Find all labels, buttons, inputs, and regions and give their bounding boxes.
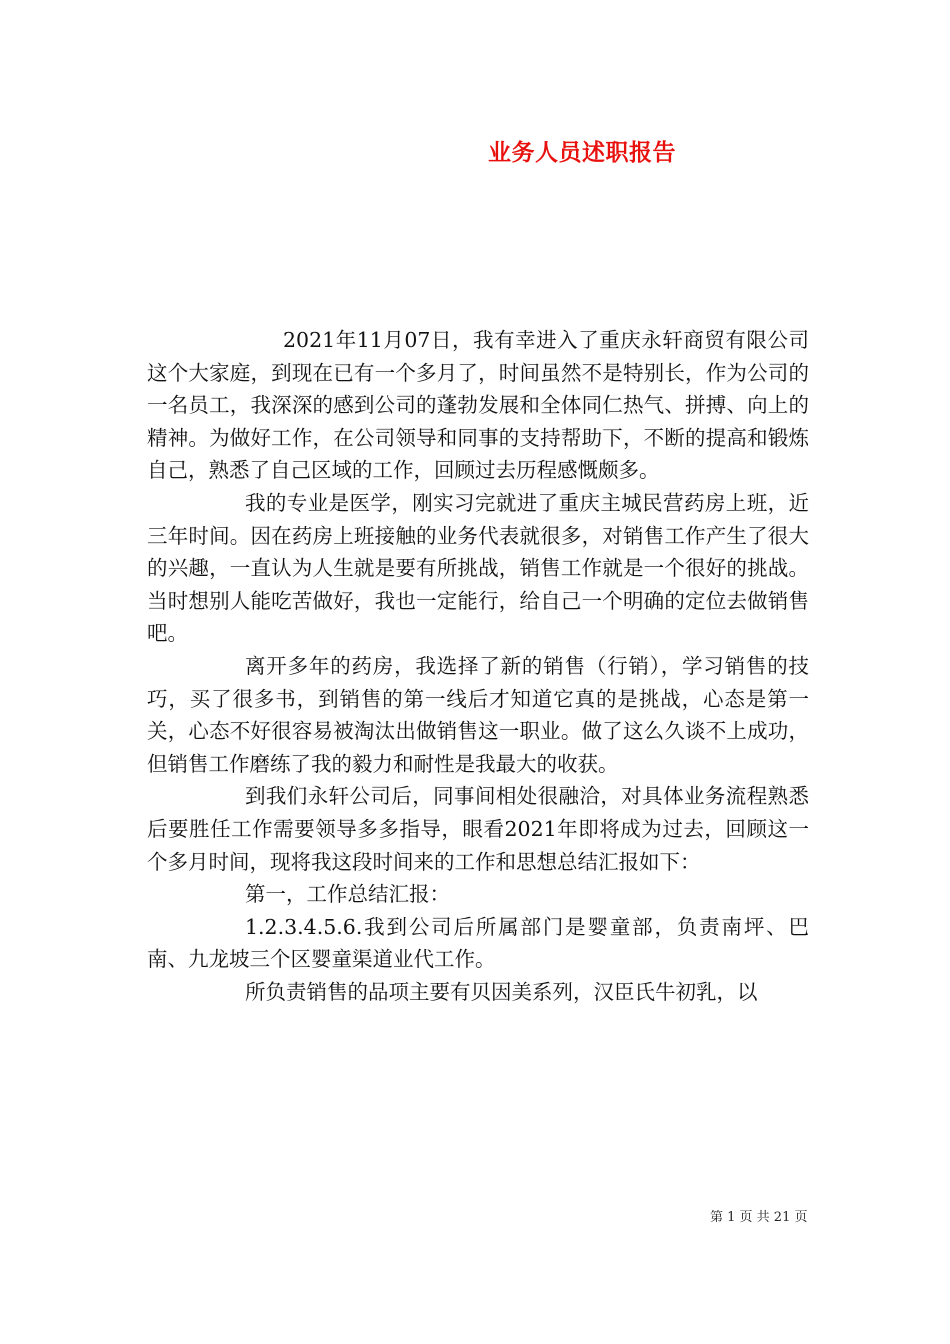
document-title: 业务人员述职报告: [488, 139, 676, 166]
paragraph-background: 我的专业是医学，刚实习完就进了重庆主城民营药房上班，近三年时间。因在药房上班接触的业务代表就很多，对销售工作产生了很大的兴趣，一直认为人生就是要有所挑战，销售工作就是一个很好的挑战。当时想别人能吃苦做好，我也一定能行，给自己一个明确的定位去做销售吧。: [147, 490, 809, 646]
paragraph-department: 1.2.3.4.5.6.我到公司后所属部门是婴童部，负责南坪、巴南、九龙坡三个区婴童渠道业代工作。: [147, 914, 809, 972]
paragraph-sales-experience: 离开多年的药房，我选择了新的销售（行销），学习销售的技巧，买了很多书，到销售的第一线后才知道它真的是挑战，心态是第一关，心态不好很容易被淘汰出做销售这一职业。做了这么久谈不上成功，但销售工作磨练了我的毅力和耐性是我最大的收获。: [147, 653, 809, 776]
paragraph-intro: 2021年11月07日，我有幸进入了重庆永轩商贸有限公司这个大家庭，到现在已有一个多月了，时间虽然不是特别长，作为公司的一名员工，我深深的感到公司的蓬勃发展和全体同仁热气、拼搏、向上的精神。为做好工作，在公司领导和同事的支持帮助下，不断的提高和锻炼自己，熟悉了自己区域的工作，回顾过去历程感慨颇多。: [147, 328, 809, 483]
paragraph-company: 到我们永轩公司后，同事间相处很融洽，对具体业务流程熟悉后要胜任工作需要领导多多指导，眼看2021年即将成为过去，回顾这一个多月时间，现将我这段时间来的工作和思想总结汇报如下：: [147, 784, 809, 874]
paragraph-products: 所负责销售的品项主要有贝因美系列，汉臣氏牛初乳，以: [245, 979, 758, 1004]
page-number-footer: 第 1 页 共 21 页: [710, 1210, 808, 1225]
section-heading-work-summary: 第一，工作总结汇报：: [245, 882, 450, 907]
document-body: [147, 324, 809, 1008]
